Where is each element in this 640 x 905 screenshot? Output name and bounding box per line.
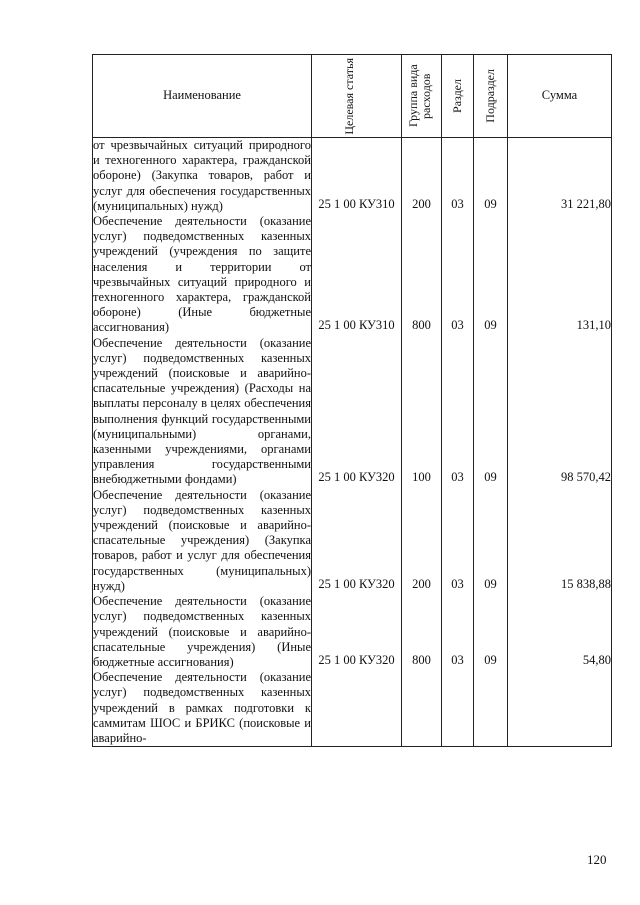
row-subsection [474,670,508,747]
table-row [93,214,612,336]
row-target-article: 25 1 00 КУ320 [312,594,402,670]
row-expense-group: 200 [402,488,442,594]
row-amount: 31 221,80 [508,138,612,215]
row-amount: 54,80 [508,594,612,670]
row-target-article: 25 1 00 КУ320 [312,336,402,488]
row-amount: 131,10 [508,214,612,336]
page-number: 120 [587,852,607,867]
row-section: 03 [442,214,474,336]
row-section: 03 [442,336,474,488]
header-subsection: Подраздел [474,55,508,138]
row-section [442,670,474,747]
table-header-row [93,55,612,138]
header-amount: Сумма [508,55,612,138]
row-subsection: 09 [474,138,508,215]
row-subsection: 09 [474,336,508,488]
row-amount [508,670,612,747]
header-target-article: Целевая статья [312,55,402,138]
row-expense-group: 800 [402,214,442,336]
table-row [93,336,612,488]
row-name: Обеспечение деятельности (оказание услуг) подведомственных казенных учреждений (поисковые и аварийно-спасательные учреждения) (Закупка товаров, работ и услуг для обеспечения государственных (муниципальных) нужд) [93,487,311,593]
header-expense-group: Группа вида расходов [402,55,442,138]
row-target-article: 25 1 00 КУ310 [312,138,402,215]
row-expense-group: 200 [402,138,442,215]
row-amount: 98 570,42 [508,336,612,488]
table-row [93,138,612,215]
row-expense-group [402,670,442,747]
row-subsection: 09 [474,488,508,594]
row-name: Обеспечение деятельности (оказание услуг) подведомственных казенных учреждений (учреждения по защите населения и территории от чрезвычайных ситуаций природного и техногенного характера, гражданской обороне) (Иные бюджетные ассигнования) [93,214,311,335]
row-subsection: 09 [474,214,508,336]
header-name: Наименование [93,55,312,138]
table-row [93,594,612,670]
row-name: Обеспечение деятельности (оказание услуг) подведомственных казенных учреждений (поисковые и аварийно-спасательные учреждения) (Иные бюджетные ассигнования) [93,594,311,669]
row-section: 03 [442,138,474,215]
header-section: Раздел [442,55,474,138]
row-expense-group: 800 [402,594,442,670]
table-row [93,488,612,594]
row-section: 03 [442,594,474,670]
row-target-article: 25 1 00 КУ320 [312,488,402,594]
row-name: Обеспечение деятельности (оказание услуг) подведомственных казенных учреждений в рамках подготовки к саммитам ШОС и БРИКС (поисковые и аварийно- [93,670,311,745]
row-name: Обеспечение деятельности (оказание услуг) подведомственных казенных учреждений (поисковые и аварийно-спасательные учреждения) (Расходы на выплаты персоналу в целях обеспечения выполнения функций государственными (муниципальными) органами, казенными учреждениями, органами управления государственными внебюджетными фондами) [93,335,311,487]
row-section: 03 [442,488,474,594]
row-expense-group: 100 [402,336,442,488]
row-target-article: 25 1 00 КУ310 [312,214,402,336]
row-name: от чрезвычайных ситуаций природного и техногенного характера, гражданской обороне) (Закупка товаров, работ и услуг для обеспечения государственных (муниципальных) нужд) [93,138,311,213]
row-amount: 15 838,88 [508,488,612,594]
row-subsection: 09 [474,594,508,670]
row-target-article [312,670,402,747]
budget-table [92,54,612,747]
table-row [93,670,612,747]
